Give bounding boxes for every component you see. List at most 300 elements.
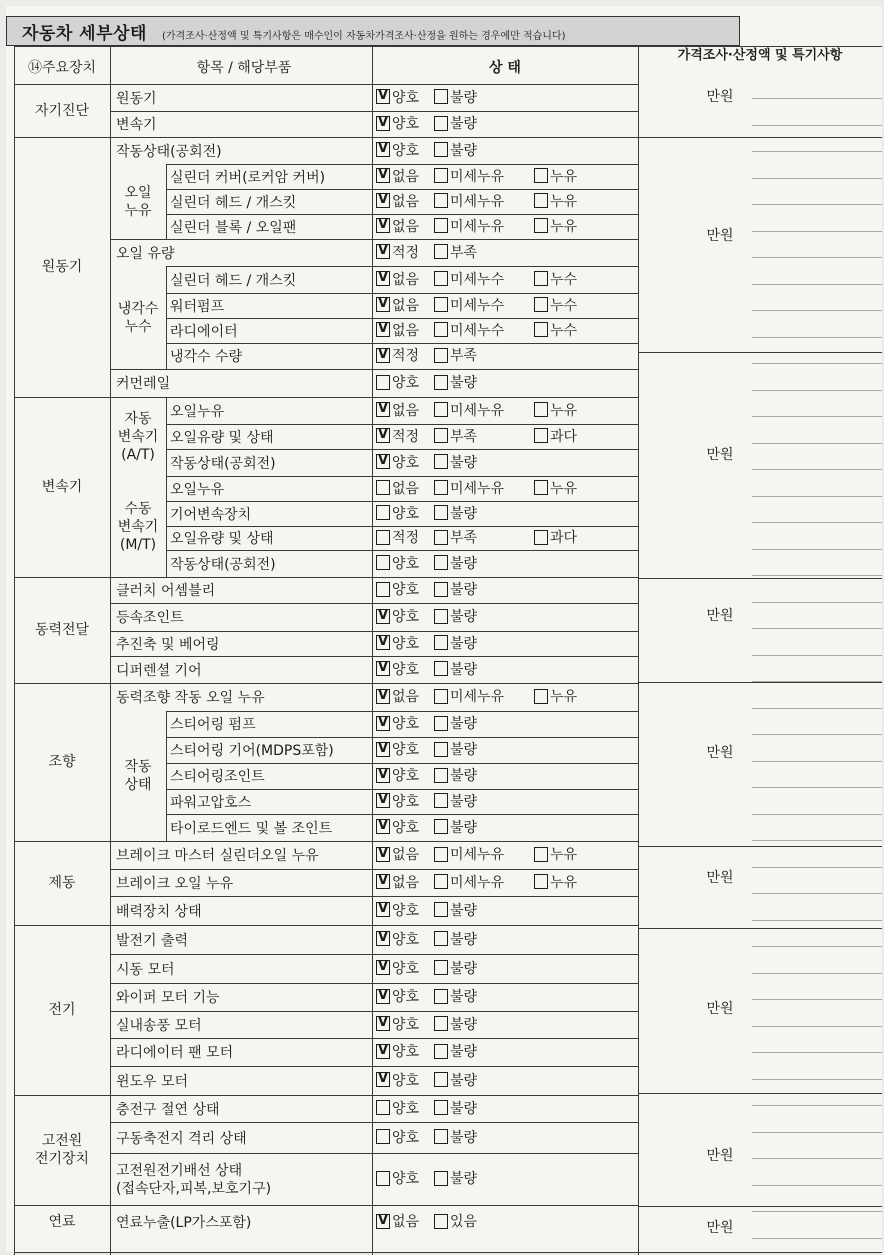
checkbox-empty-icon[interactable]	[534, 689, 548, 704]
checkbox-checked-icon[interactable]: V	[377, 346, 389, 362]
checkbox-empty-icon[interactable]	[534, 271, 548, 286]
checkbox-empty-icon[interactable]	[534, 428, 548, 443]
unchecked-option[interactable]	[534, 428, 577, 446]
price-writing-line	[752, 178, 882, 179]
checked-option[interactable]	[376, 428, 419, 446]
unchecked-option[interactable]	[434, 931, 477, 949]
checked-option[interactable]	[376, 635, 419, 653]
checkbox-empty-icon[interactable]	[434, 297, 448, 312]
unchecked-option[interactable]	[434, 297, 504, 315]
checked-option[interactable]	[376, 142, 419, 160]
unchecked-option[interactable]	[434, 505, 477, 523]
unchecked-option[interactable]	[434, 846, 504, 864]
checkbox-empty-icon[interactable]	[534, 530, 548, 545]
option-label: 양호	[392, 142, 420, 159]
checkbox-empty-icon[interactable]	[434, 1100, 448, 1115]
checkbox-checked-icon[interactable]: V	[377, 217, 389, 232]
row-item-label: 오일 유량	[116, 245, 175, 262]
option-label: 양호	[392, 116, 420, 132]
device-group-label: 자기진단	[34, 102, 90, 119]
checkbox-empty-icon[interactable]	[434, 742, 448, 757]
option-label: 불량	[450, 142, 478, 159]
unchecked-option[interactable]	[434, 529, 477, 547]
unchecked-option[interactable]	[534, 218, 577, 236]
row-item-label: 추진축 및 베어링	[116, 636, 220, 653]
option-label: 적정	[392, 428, 420, 445]
unchecked-option[interactable]	[434, 715, 477, 733]
checkbox-checked-icon[interactable]: V	[377, 141, 389, 156]
checkbox-checked-icon[interactable]: V	[377, 687, 389, 703]
subgroup-border	[166, 164, 167, 239]
unchecked-option[interactable]	[376, 529, 419, 547]
checkbox-empty-icon[interactable]	[376, 530, 390, 545]
checked-option[interactable]	[376, 846, 419, 864]
row-item-label: 충전구 절연 상태	[116, 1101, 220, 1118]
unchecked-option[interactable]	[534, 529, 577, 547]
unchecked-option[interactable]	[534, 271, 577, 289]
price-divider	[638, 1206, 882, 1207]
device-group-label: 변속기	[41, 479, 83, 495]
checkbox-empty-icon[interactable]	[534, 874, 548, 889]
unchecked-option[interactable]	[434, 767, 477, 785]
checkbox-checked-icon[interactable]: V	[377, 607, 389, 623]
unchecked-option[interactable]	[434, 480, 504, 498]
unchecked-option[interactable]	[434, 347, 477, 365]
unchecked-option[interactable]	[376, 1170, 419, 1188]
checkbox-empty-icon[interactable]	[434, 989, 448, 1004]
option-label: 양호	[392, 716, 420, 732]
option-label: 없음	[392, 480, 420, 497]
unchecked-option[interactable]	[434, 1043, 477, 1061]
unchecked-option[interactable]	[434, 271, 504, 289]
checkbox-empty-icon[interactable]	[534, 402, 548, 417]
unchecked-option[interactable]	[434, 428, 477, 446]
row-rule	[110, 1011, 638, 1012]
unchecked-option[interactable]	[534, 874, 577, 892]
row-item-label: 고전원전기배선 상태 (접속단자,피복,보호기구)	[116, 1163, 272, 1197]
unchecked-option[interactable]	[434, 1129, 477, 1147]
price-writing-line	[752, 469, 882, 470]
option-label: 과다	[550, 530, 578, 546]
checkbox-empty-icon[interactable]	[534, 193, 548, 208]
checkbox-empty-icon[interactable]	[434, 847, 448, 862]
checked-option[interactable]	[376, 1016, 419, 1034]
price-writing-line	[752, 708, 882, 709]
option-label: 양호	[392, 1100, 420, 1117]
unchecked-option[interactable]	[534, 297, 577, 315]
unchecked-option[interactable]	[434, 89, 477, 107]
row-rule	[166, 424, 638, 425]
option-label: 불량	[450, 89, 478, 106]
checkbox-empty-icon[interactable]	[434, 716, 448, 731]
checked-option[interactable]	[376, 115, 419, 133]
row-rule	[166, 711, 638, 712]
checked-option[interactable]	[376, 322, 419, 340]
row-item-label: 윈도우 모터	[116, 1073, 189, 1090]
unchecked-option[interactable]	[434, 581, 477, 599]
checkbox-checked-icon[interactable]: V	[377, 660, 389, 675]
option-label: 양호	[392, 1016, 420, 1033]
checked-option[interactable]	[376, 454, 419, 472]
unchecked-option[interactable]	[434, 741, 477, 759]
option-label: 양호	[392, 768, 420, 784]
unchecked-option[interactable]	[434, 902, 477, 920]
price-unit-label: 만원	[706, 1001, 734, 1017]
checkbox-checked-icon[interactable]: V	[377, 714, 389, 730]
checkbox-empty-icon[interactable]	[434, 348, 448, 363]
row-rule	[166, 214, 638, 215]
unchecked-option[interactable]	[434, 322, 504, 340]
header-price: 가격조사·산정액 및 특기사항	[677, 48, 843, 63]
row-item-label: 오일유량 및 상태	[170, 429, 274, 446]
option-label: 불량	[450, 505, 478, 522]
row-item-label: 라디에이터 팬 모터	[116, 1045, 234, 1061]
checkbox-checked-icon[interactable]: V	[377, 740, 389, 756]
unchecked-option[interactable]	[376, 555, 419, 573]
checkbox-empty-icon[interactable]	[434, 1214, 448, 1229]
row-rule	[166, 501, 638, 502]
unchecked-option[interactable]	[434, 555, 477, 573]
option-label: 불량	[450, 1072, 478, 1089]
checkbox-empty-icon[interactable]	[434, 480, 448, 495]
price-writing-line	[752, 787, 882, 788]
row-rule	[110, 954, 638, 955]
checkbox-checked-icon[interactable]: V	[377, 1015, 389, 1030]
checked-option[interactable]	[376, 793, 419, 811]
checkbox-empty-icon[interactable]	[434, 1171, 448, 1186]
unchecked-option[interactable]	[434, 874, 504, 892]
option-label: 불량	[450, 931, 478, 948]
price-unit-label: 만원	[706, 745, 734, 761]
checkbox-empty-icon[interactable]	[434, 902, 448, 917]
unchecked-option[interactable]	[434, 168, 504, 186]
checked-option[interactable]	[376, 1043, 419, 1061]
option-label: 미세누수	[450, 297, 505, 314]
row-rule	[166, 343, 638, 344]
option-label: 미세누유	[450, 847, 505, 863]
checkbox-checked-icon[interactable]: V	[377, 873, 389, 888]
option-label: 양호	[392, 960, 420, 977]
checkbox-checked-icon[interactable]: V	[377, 114, 389, 130]
checkbox-checked-icon[interactable]: V	[377, 1071, 389, 1086]
checkbox-empty-icon[interactable]	[434, 1016, 448, 1031]
row-item-label: 워터펌프	[170, 298, 225, 315]
checkbox-checked-icon[interactable]: V	[377, 321, 389, 336]
unchecked-option[interactable]	[376, 581, 419, 599]
checkbox-empty-icon[interactable]	[434, 555, 448, 570]
checkbox-checked-icon[interactable]: V	[377, 167, 389, 182]
checkbox-empty-icon[interactable]	[534, 847, 548, 862]
price-writing-line	[752, 761, 882, 762]
checkbox-empty-icon[interactable]	[376, 375, 390, 390]
checkbox-checked-icon[interactable]: V	[377, 192, 389, 207]
checked-option[interactable]	[376, 902, 419, 920]
unchecked-option[interactable]	[434, 1100, 477, 1118]
checkbox-empty-icon[interactable]	[434, 530, 448, 545]
unchecked-option[interactable]	[376, 505, 419, 523]
checkbox-empty-icon[interactable]	[376, 480, 390, 495]
checkbox-empty-icon[interactable]	[434, 218, 448, 233]
checkbox-empty-icon[interactable]	[434, 689, 448, 704]
checkbox-empty-icon[interactable]	[376, 555, 390, 570]
unchecked-option[interactable]	[434, 1213, 477, 1231]
checked-option[interactable]	[376, 297, 419, 315]
price-writing-line	[752, 151, 882, 152]
checkbox-empty-icon[interactable]	[434, 322, 448, 337]
checked-option[interactable]	[376, 819, 419, 837]
row-item-label: 실린더 헤드 / 개스킷	[170, 194, 297, 211]
option-label: 양호	[392, 661, 420, 678]
checkbox-checked-icon[interactable]: V	[377, 1042, 389, 1058]
row-item-label: 작동상태(공회전)	[170, 556, 276, 573]
checked-option[interactable]	[376, 1072, 419, 1090]
checked-option[interactable]	[376, 218, 419, 236]
row-rule	[110, 1095, 638, 1096]
price-writing-line	[752, 655, 882, 656]
row-rule	[166, 526, 638, 527]
checkbox-checked-icon[interactable]: V	[377, 296, 389, 311]
row-item-label: 스티어링 펌프	[170, 717, 256, 733]
checkbox-checked-icon[interactable]: V	[377, 453, 389, 468]
price-writing-line	[752, 734, 882, 735]
checkbox-checked-icon[interactable]: V	[377, 959, 389, 974]
row-item-label: 클러치 어셈블리	[116, 583, 216, 599]
unchecked-option[interactable]	[434, 819, 477, 837]
unchecked-option[interactable]	[534, 846, 577, 864]
checked-option[interactable]	[376, 688, 419, 706]
price-writing-line	[752, 1132, 882, 1133]
row-item-label: 등속조인트	[116, 610, 184, 626]
option-label: 불량	[450, 609, 478, 625]
checkbox-empty-icon[interactable]	[376, 1129, 390, 1144]
row-rule	[110, 84, 638, 85]
row-item-label: 파워고압호스	[170, 794, 252, 811]
checkbox-empty-icon[interactable]	[434, 1072, 448, 1087]
option-label: 누수	[550, 322, 578, 339]
subgroup-label: 자동 변속기 (A/T)	[117, 410, 159, 463]
checked-option[interactable]	[376, 1213, 419, 1231]
row-item-label: 오일누유	[170, 403, 225, 420]
checkbox-checked-icon[interactable]: V	[377, 401, 389, 416]
checkbox-checked-icon[interactable]: V	[377, 930, 389, 945]
checkbox-empty-icon[interactable]	[434, 375, 448, 390]
unchecked-option[interactable]	[376, 1129, 419, 1147]
checkbox-empty-icon[interactable]	[534, 322, 548, 337]
row-rule	[166, 789, 638, 790]
checked-option[interactable]	[376, 931, 419, 949]
price-unit-label: 만원	[706, 1148, 734, 1164]
price-writing-line	[752, 363, 882, 364]
option-label: 누유	[550, 193, 578, 210]
unchecked-option[interactable]	[434, 988, 477, 1006]
checked-option[interactable]	[376, 168, 419, 186]
price-column-border	[638, 46, 639, 1255]
checkbox-empty-icon[interactable]	[376, 582, 390, 597]
checkbox-empty-icon[interactable]	[434, 271, 448, 286]
checked-option[interactable]	[376, 608, 419, 626]
unchecked-option[interactable]	[434, 115, 477, 133]
unchecked-option[interactable]	[376, 1100, 419, 1118]
price-writing-line	[752, 310, 882, 311]
option-label: 없음	[392, 168, 420, 185]
unchecked-option[interactable]	[434, 374, 477, 392]
unchecked-option[interactable]	[434, 1072, 477, 1090]
checked-option[interactable]	[376, 960, 419, 978]
checkbox-checked-icon[interactable]: V	[377, 270, 389, 285]
checkbox-empty-icon[interactable]	[434, 1044, 448, 1059]
checkbox-empty-icon[interactable]	[534, 297, 548, 312]
option-label: 불량	[450, 1016, 478, 1033]
checkbox-empty-icon[interactable]	[434, 428, 448, 443]
unchecked-option[interactable]	[434, 635, 477, 653]
checked-option[interactable]	[376, 89, 419, 107]
option-label: 양호	[392, 1072, 420, 1089]
option-label: 부족	[450, 530, 478, 546]
option-label: 불량	[450, 768, 478, 784]
checkbox-checked-icon[interactable]: V	[377, 766, 389, 782]
checkbox-empty-icon[interactable]	[534, 168, 548, 183]
checkbox-empty-icon[interactable]	[534, 218, 548, 233]
checkbox-empty-icon[interactable]	[434, 661, 448, 676]
price-writing-line	[752, 999, 882, 1000]
price-divider	[638, 137, 882, 138]
price-writing-line	[752, 1079, 882, 1080]
row-item-label: 시동 모터	[116, 961, 175, 978]
checkbox-empty-icon[interactable]	[434, 819, 448, 834]
option-label: 미세누유	[450, 402, 505, 419]
checkbox-empty-icon[interactable]	[434, 116, 448, 131]
option-label: 양호	[392, 375, 420, 391]
checkbox-empty-icon[interactable]	[434, 402, 448, 417]
checked-option[interactable]	[376, 715, 419, 733]
unchecked-option[interactable]	[434, 1016, 477, 1034]
option-label: 미세누수	[450, 322, 505, 339]
checkbox-empty-icon[interactable]	[434, 168, 448, 183]
option-label: 불량	[450, 454, 478, 471]
checkbox-checked-icon[interactable]: V	[377, 818, 389, 833]
row-rule	[166, 189, 638, 190]
option-label: 불량	[450, 116, 478, 132]
price-writing-line	[752, 628, 882, 629]
unchecked-option[interactable]	[434, 244, 477, 262]
checkbox-empty-icon[interactable]	[434, 960, 448, 975]
checkbox-empty-icon[interactable]	[434, 609, 448, 624]
row-item-label: 스티어링조인트	[170, 769, 265, 785]
unchecked-option[interactable]	[534, 193, 577, 211]
checked-option[interactable]	[376, 767, 419, 785]
row-rule	[166, 293, 638, 294]
checkbox-empty-icon[interactable]	[434, 793, 448, 808]
checkbox-checked-icon[interactable]: V	[377, 634, 389, 649]
unchecked-option[interactable]	[376, 374, 419, 392]
price-writing-line	[752, 681, 882, 682]
option-label: 미세누유	[450, 168, 505, 185]
row-item-label: 디퍼렌셜 기어	[116, 662, 202, 679]
checkbox-checked-icon[interactable]: V	[377, 427, 389, 442]
unchecked-option[interactable]	[434, 402, 504, 420]
price-writing-line	[752, 920, 882, 921]
checkbox-empty-icon[interactable]	[434, 582, 448, 597]
checkbox-checked-icon[interactable]: V	[377, 987, 389, 1003]
checked-option[interactable]	[376, 988, 419, 1006]
checkbox-empty-icon[interactable]	[376, 505, 390, 520]
option-label: 누유	[550, 168, 578, 185]
unchecked-option[interactable]	[434, 454, 477, 472]
checked-option[interactable]	[376, 402, 419, 420]
row-item-label: 기어변속장치	[170, 506, 252, 523]
checkbox-empty-icon[interactable]	[434, 505, 448, 520]
checkbox-empty-icon[interactable]	[434, 89, 448, 104]
unchecked-option[interactable]	[376, 480, 419, 498]
price-writing-line	[752, 496, 882, 497]
option-label: 불량	[450, 742, 478, 758]
price-writing-line	[752, 602, 882, 603]
option-label: 양호	[392, 819, 420, 836]
unchecked-option[interactable]	[434, 608, 477, 626]
unchecked-option[interactable]	[434, 793, 477, 811]
checkbox-empty-icon[interactable]	[376, 1171, 390, 1186]
checkbox-checked-icon[interactable]: V	[377, 1212, 389, 1228]
option-label: 없음	[392, 218, 420, 235]
checkbox-empty-icon[interactable]	[434, 454, 448, 469]
unchecked-option[interactable]	[534, 168, 577, 186]
checkbox-checked-icon[interactable]: V	[377, 88, 389, 103]
unchecked-option[interactable]	[434, 960, 477, 978]
row-rule	[110, 925, 638, 926]
unchecked-option[interactable]	[434, 688, 504, 706]
checked-option[interactable]	[376, 874, 419, 892]
unchecked-option[interactable]	[534, 688, 577, 706]
unchecked-option[interactable]	[534, 402, 577, 420]
checkbox-empty-icon[interactable]	[434, 931, 448, 946]
checkbox-empty-icon[interactable]	[434, 1129, 448, 1144]
option-label: 없음	[392, 847, 420, 863]
row-rule	[110, 656, 638, 657]
checkbox-checked-icon[interactable]: V	[377, 845, 389, 861]
unchecked-option[interactable]	[434, 193, 504, 211]
checked-option[interactable]	[376, 661, 419, 679]
checkbox-empty-icon[interactable]	[434, 193, 448, 208]
checkbox-empty-icon[interactable]	[434, 635, 448, 650]
checkbox-empty-icon[interactable]	[534, 480, 548, 495]
unchecked-option[interactable]	[434, 661, 477, 679]
unchecked-option[interactable]	[434, 142, 477, 160]
unchecked-option[interactable]	[434, 1170, 477, 1188]
checkbox-empty-icon[interactable]	[434, 244, 448, 259]
checkbox-empty-icon[interactable]	[434, 768, 448, 783]
checkbox-empty-icon[interactable]	[434, 142, 448, 157]
checked-option[interactable]	[376, 244, 419, 262]
checked-option[interactable]	[376, 347, 419, 365]
checkbox-checked-icon[interactable]: V	[377, 243, 389, 258]
option-label: 양호	[392, 555, 420, 572]
price-unit-label: 만원	[706, 870, 734, 886]
checked-option[interactable]	[376, 741, 419, 759]
checkbox-empty-icon[interactable]	[434, 874, 448, 889]
checked-option[interactable]	[376, 193, 419, 211]
unchecked-option[interactable]	[534, 322, 577, 340]
checkbox-checked-icon[interactable]: V	[377, 792, 389, 807]
device-group-label: 원동기	[41, 259, 83, 275]
option-label: 양호	[392, 454, 420, 471]
unchecked-option[interactable]	[434, 218, 504, 236]
left-border	[14, 46, 15, 1255]
checked-option[interactable]	[376, 271, 419, 289]
checkbox-checked-icon[interactable]: V	[377, 901, 389, 916]
option-label: 양호	[392, 1129, 420, 1146]
unchecked-option[interactable]	[534, 480, 577, 498]
checkbox-empty-icon[interactable]	[376, 1100, 390, 1115]
